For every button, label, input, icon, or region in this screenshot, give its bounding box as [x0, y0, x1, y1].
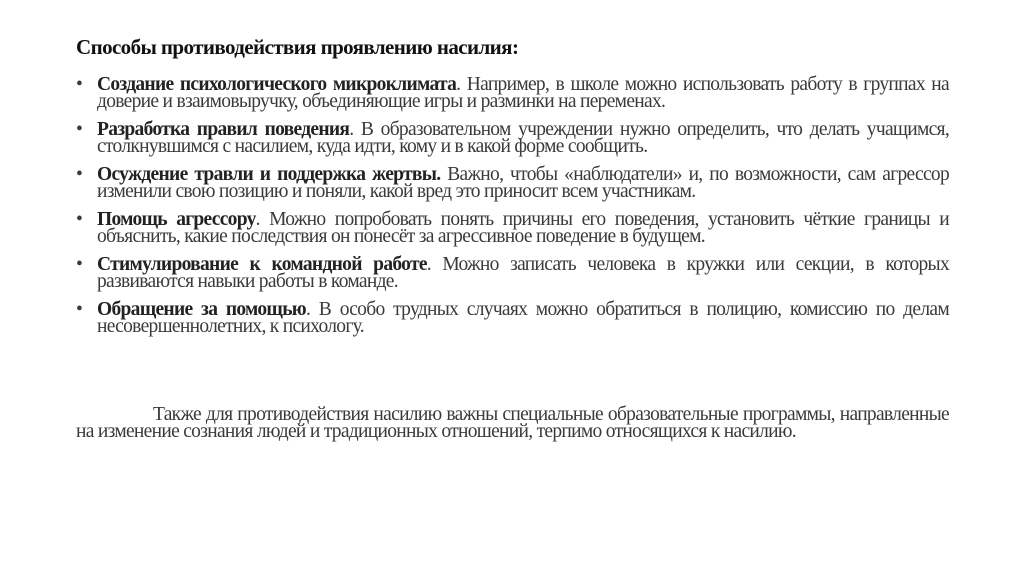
bullet-icon: •	[76, 164, 83, 185]
item-heading: Создание психологического микроклимата	[97, 74, 457, 95]
closing-paragraph: Также для противодействия насилию важны специальные образовательные программы, направленные на изменение сознания людей и традиционных отношений, терпимо относящихся к насилию.	[76, 404, 949, 442]
item-heading: Разработка правил поведения	[97, 119, 350, 140]
list-item	[76, 166, 949, 200]
list-item	[76, 76, 949, 110]
item-heading: Помощь агрессору	[97, 209, 256, 230]
slide-title: Способы противодействия проявлению насилия:	[76, 35, 519, 59]
item-heading: Осуждение травли и поддержка жертвы.	[97, 164, 441, 185]
item-text: . В образовательном учреждении нужно определить, что делать учащимся, столкнувшимся с насилием, куда идти, кому и в какой форме сообщить.	[97, 119, 949, 157]
item-heading: Стимулирование к командной работе	[97, 254, 427, 275]
list-item	[76, 121, 949, 155]
bullet-icon: •	[76, 119, 83, 140]
bullet-icon: •	[76, 299, 83, 320]
bullet-icon: •	[76, 254, 83, 275]
list-item	[76, 256, 949, 290]
item-text: . Например, в школе можно использовать работу в группах на доверие и взаимовыручку, объединяющие игры и разминки на переменах.	[97, 74, 949, 112]
item-text: . В особо трудных случаях можно обратиться в полицию, комиссию по делам несовершеннолетних, к психологу.	[97, 299, 949, 337]
bullet-icon: •	[76, 209, 83, 230]
item-text: . Можно попробовать понять причины его поведения, установить чёткие границы и объяснить, какие последствия он понесёт за агрессивное поведение в будущем.	[97, 209, 949, 247]
item-text: . Можно записать человека в кружки или секции, в которых развиваются навыки работы в команде.	[97, 254, 950, 292]
item-text: Важно, чтобы «наблюдатели» и, по возможности, сам агрессор изменили свою позицию и поняли, какой вред это приносит всем участникам.	[97, 164, 949, 202]
bullet-icon: •	[76, 74, 83, 95]
list-item	[76, 211, 949, 245]
list-item	[76, 301, 949, 335]
methods-list	[76, 76, 949, 346]
item-heading: Обращение за помощью	[97, 299, 307, 320]
